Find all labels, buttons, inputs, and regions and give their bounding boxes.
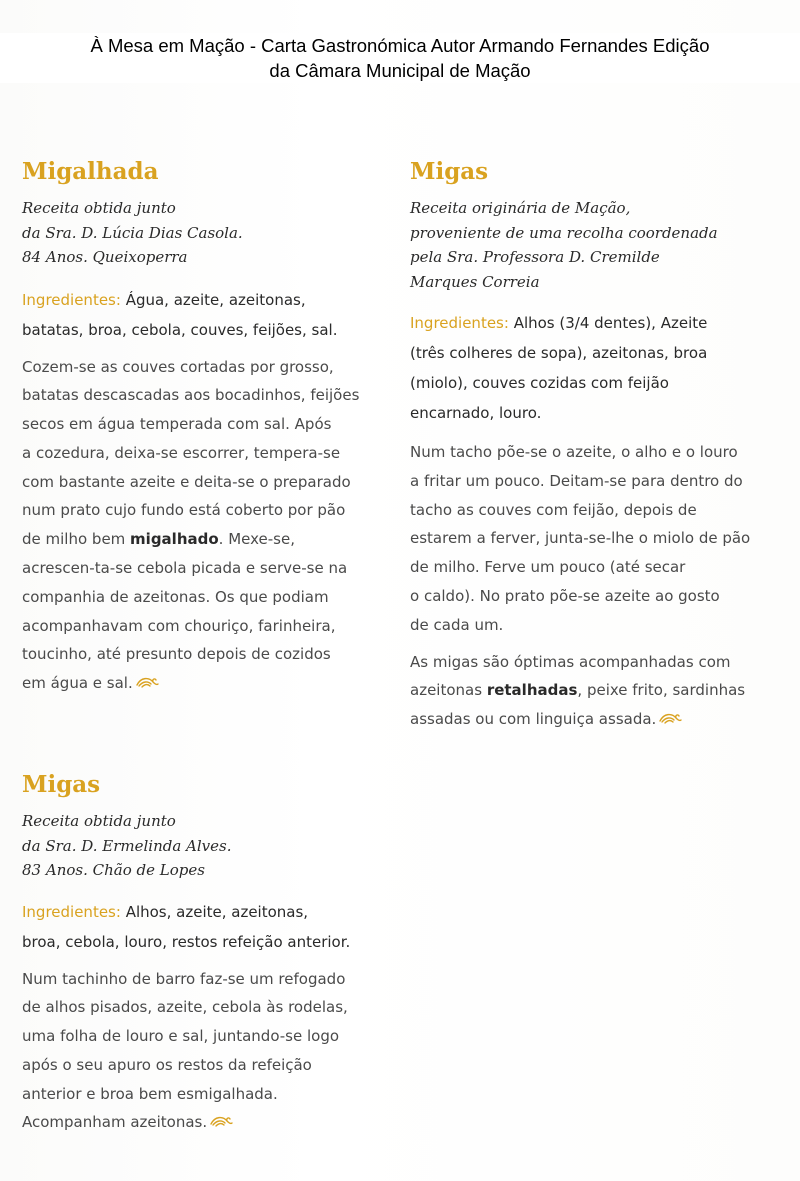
recipe-ingredients [22, 897, 382, 957]
ingredients-label: Ingredientes: [410, 314, 509, 332]
source-line: 84 Anos. Queixoperra [22, 248, 188, 266]
body-text: . Mexe-se, [218, 530, 295, 549]
source-line: proveniente de uma recolha coordenada [410, 223, 718, 242]
source-line: Receita obtida junto [22, 812, 176, 830]
body-text: assadas ou com linguiça assada. [410, 710, 657, 729]
ingredients-text: Água, azeite, azeitonas, [120, 290, 306, 309]
recipe-serving-note [410, 648, 780, 734]
recipe-ingredients [22, 285, 382, 345]
body-line [22, 1108, 382, 1137]
header-line-2: da Câmara Municipal de Mação [269, 60, 531, 81]
recipe-migalhada [22, 157, 382, 698]
emphasized-word: migalhado [130, 530, 219, 549]
ingredients-label: Ingredientes: [22, 902, 121, 921]
body-text: de milho bem [22, 530, 131, 549]
ingredients-text: broa, cebola, louro, restos refeição anterior. [22, 932, 351, 951]
source-line: 83 Anos. Chão de Lopes [22, 861, 205, 879]
body-line: de cada um. [410, 615, 504, 634]
source-line: pela Sra. Professora D. Cremilde [410, 248, 660, 266]
recipe-title: Migalhada [22, 158, 159, 185]
body-line: de milho. Ferve um pouco (até secar [410, 558, 686, 577]
recipe-source [22, 809, 382, 883]
body-line: Num tachinho de barro faz-se um refogado [22, 969, 346, 988]
body-line: As migas são óptimas acompanhadas com [410, 652, 731, 671]
recipe-instructions [22, 965, 382, 1138]
body-line: batatas descascadas aos bocadinhos, feijões [22, 386, 360, 405]
body-line: de alhos pisados, azeite, cebola às rodelas, [22, 998, 348, 1017]
body-line: anterior e broa bem esmigalhada. [22, 1084, 278, 1103]
ingredients-text: batatas, broa, cebola, couves, feijões, sal. [22, 320, 338, 339]
body-line: num prato cujo fundo está coberto por pão [22, 501, 346, 520]
recipe-migas-macao [410, 157, 780, 734]
body-line: Num tacho põe-se o azeite, o alho e o louro [410, 443, 738, 461]
document-header [0, 33, 800, 83]
header-line-1: À Mesa em Mação - Carta Gastronómica Autor Armando Fernandes Edição [90, 35, 710, 56]
body-line [22, 669, 382, 698]
recipe-ingredients [410, 308, 780, 428]
body-line: Cozem-se as couves cortadas por grosso, [22, 357, 334, 376]
recipe-source [22, 196, 382, 270]
source-line: Marques Correia [410, 272, 540, 291]
body-text: azeitonas [410, 681, 487, 700]
body-line [22, 525, 382, 554]
body-line: estarem a ferver, junta-se-lhe o miolo de pão [410, 529, 751, 548]
recipe-title: Migas [22, 771, 101, 798]
body-text: em água e sal. [22, 674, 133, 693]
gold-swirl-ornament-icon [658, 711, 682, 725]
body-line: o caldo). No prato põe-se azeite ao gosto [410, 586, 720, 605]
body-line: secos em água temperada com sal. Após [22, 415, 332, 434]
body-text: , peixe frito, sardinhas [577, 681, 746, 700]
recipe-instructions [410, 438, 780, 640]
body-line: após o seu apuro os restos da refeição [22, 1055, 312, 1074]
body-line [410, 676, 780, 705]
body-line: acrescen-ta-se cebola picada e serve-se na [22, 559, 348, 578]
ingredients-label: Ingredientes: [22, 290, 121, 309]
body-line: uma folha de louro e sal, juntando-se logo [22, 1027, 340, 1046]
body-line: a cozedura, deixa-se escorrer, tempera-se [22, 443, 341, 462]
source-line: Receita obtida junto [22, 199, 176, 217]
source-line: da Sra. D. Ermelinda Alves. [22, 836, 232, 855]
body-line: companhia de azeitonas. Os que podiam [22, 587, 329, 606]
body-line: a fritar um pouco. Deitam-se para dentro do [410, 471, 743, 490]
ingredients-text: encarnado, louro. [410, 404, 542, 422]
gold-swirl-ornament-icon [135, 675, 159, 689]
recipe-migas-chao-de-lopes [22, 770, 382, 1137]
ingredients-text: (miolo), couves cozidas com feijão [410, 374, 669, 392]
body-line: toucinho, até presunto depois de cozidos [22, 645, 331, 664]
recipe-instructions [22, 353, 382, 699]
body-line: tacho as couves com feijão, depois de [410, 500, 697, 519]
emphasized-word: retalhadas [486, 681, 578, 700]
recipe-source [410, 196, 780, 294]
source-line: Receita originária de Mação, [410, 199, 631, 217]
source-line: da Sra. D. Lúcia Dias Casola. [22, 223, 243, 242]
ingredients-text: Alhos, azeite, azeitonas, [120, 902, 309, 921]
ingredients-text: Alhos (3/4 dentes), Azeite [508, 314, 708, 332]
body-line [410, 705, 780, 734]
recipe-title: Migas [410, 158, 489, 185]
gold-swirl-ornament-icon [209, 1114, 233, 1128]
body-line: com bastante azeite e deita-se o preparado [22, 472, 351, 491]
body-line: acompanhavam com chouriço, farinheira, [22, 616, 336, 635]
ingredients-text: (três colheres de sopa), azeitonas, broa [410, 344, 708, 362]
body-text: Acompanham azeitonas. [22, 1113, 208, 1132]
